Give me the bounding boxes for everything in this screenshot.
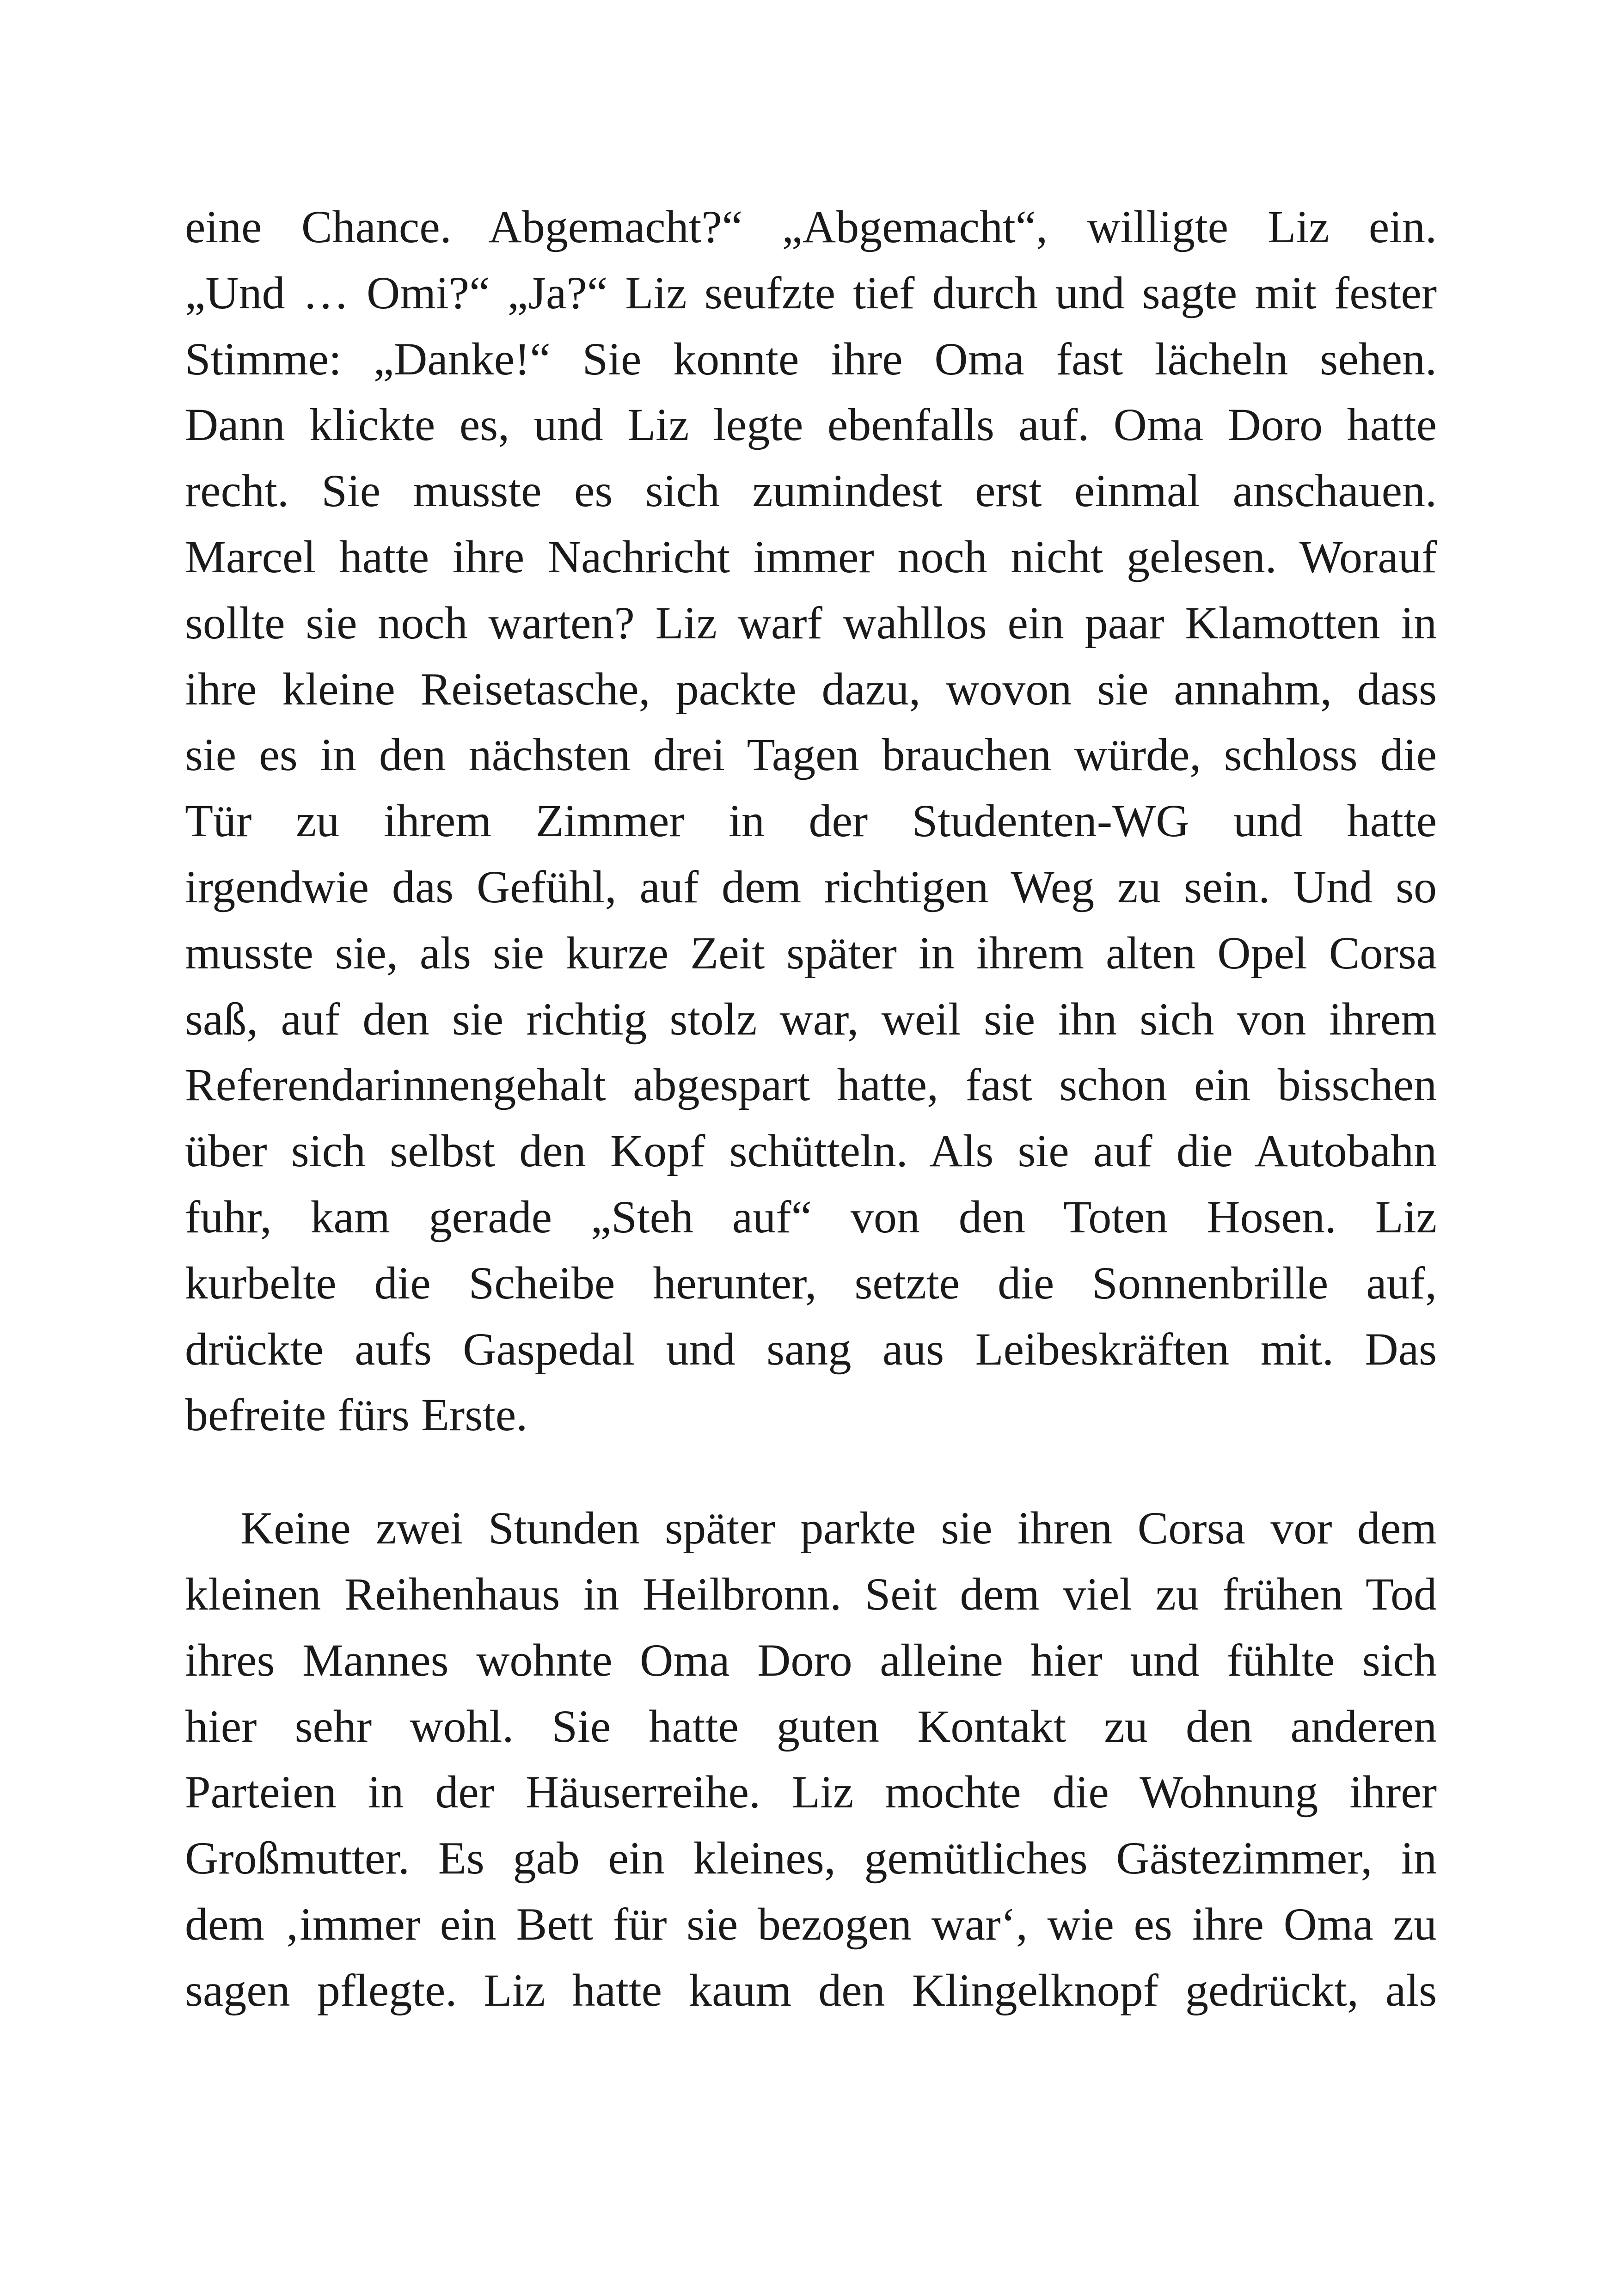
paragraph-1 <box>185 194 1437 1448</box>
text-line: irgendwie das Gefühl, auf dem richtigen Weg zu sein. Und so <box>185 861 1437 912</box>
text-line: Parteien in der Häuserreihe. Liz mochte die Wohnung ihrer <box>185 1766 1437 1818</box>
text-line: kleinen Reihenhaus in Heilbronn. Seit dem viel zu frühen Tod <box>185 1568 1437 1620</box>
text-line: dem ‚immer ein Bett für sie bezogen war‘, wie es ihre Oma zu <box>185 1898 1437 1950</box>
text-line: Stimme: „Danke!“ Sie konnte ihre Oma fast lächeln sehen. <box>185 333 1437 385</box>
text-line: kurbelte die Scheibe herunter, setzte die Sonnenbrille auf, <box>185 1257 1437 1309</box>
text-line: Dann klickte es, und Liz legte ebenfalls auf. Oma Doro hatte <box>185 399 1437 451</box>
paragraph-2 <box>185 1495 1437 2023</box>
page-text <box>185 194 1437 2024</box>
text-line: saß, auf den sie richtig stolz war, weil sie ihn sich von ihrem <box>185 993 1437 1045</box>
text-line: Tür zu ihrem Zimmer in der Studenten-WG und hatte <box>185 795 1437 847</box>
text-line: fuhr, kam gerade „Steh auf“ von den Toten Hosen. Liz <box>185 1191 1437 1243</box>
text-line: recht. Sie musste es sich zumindest erst einmal anschauen. <box>185 465 1437 517</box>
text-line: sollte sie noch warten? Liz warf wahllos ein paar Klamotten in <box>185 597 1437 649</box>
text-line: über sich selbst den Kopf schütteln. Als sie auf die Autobahn <box>185 1125 1437 1177</box>
text-line: drückte aufs Gaspedal und sang aus Leibeskräften mit. Das <box>185 1323 1437 1375</box>
text-line: Marcel hatte ihre Nachricht immer noch nicht gelesen. Worauf <box>185 531 1437 582</box>
text-line: hier sehr wohl. Sie hatte guten Kontakt zu den anderen <box>185 1700 1437 1752</box>
text-line: ihres Mannes wohnte Oma Doro alleine hier und fühlte sich <box>185 1634 1437 1686</box>
text-line: Referendarinnengehalt abgespart hatte, fast schon ein bisschen <box>185 1059 1437 1111</box>
text-line: sagen pflegte. Liz hatte kaum den Klingelknopf gedrückt, als <box>185 1964 1437 2016</box>
text-line: eine Chance. Abgemacht?“ „Abgemacht“, willigte Liz ein. <box>185 201 1437 252</box>
text-line: Keine zwei Stunden später parkte sie ihren Corsa vor dem <box>240 1502 1437 1554</box>
text-line: befreite fürs Erste. <box>185 1389 528 1441</box>
text-line: Großmutter. Es gab ein kleines, gemütliches Gästezimmer, in <box>185 1832 1437 1884</box>
text-line: ihre kleine Reisetasche, packte dazu, wovon sie annahm, dass <box>185 663 1437 715</box>
text-line: „Und … Omi?“ „Ja?“ Liz seufzte tief durch und sagte mit fester <box>185 267 1437 318</box>
text-line: sie es in den nächsten drei Tagen brauchen würde, schloss die <box>185 729 1437 781</box>
text-line: musste sie, als sie kurze Zeit später in ihrem alten Opel Corsa <box>185 927 1437 979</box>
